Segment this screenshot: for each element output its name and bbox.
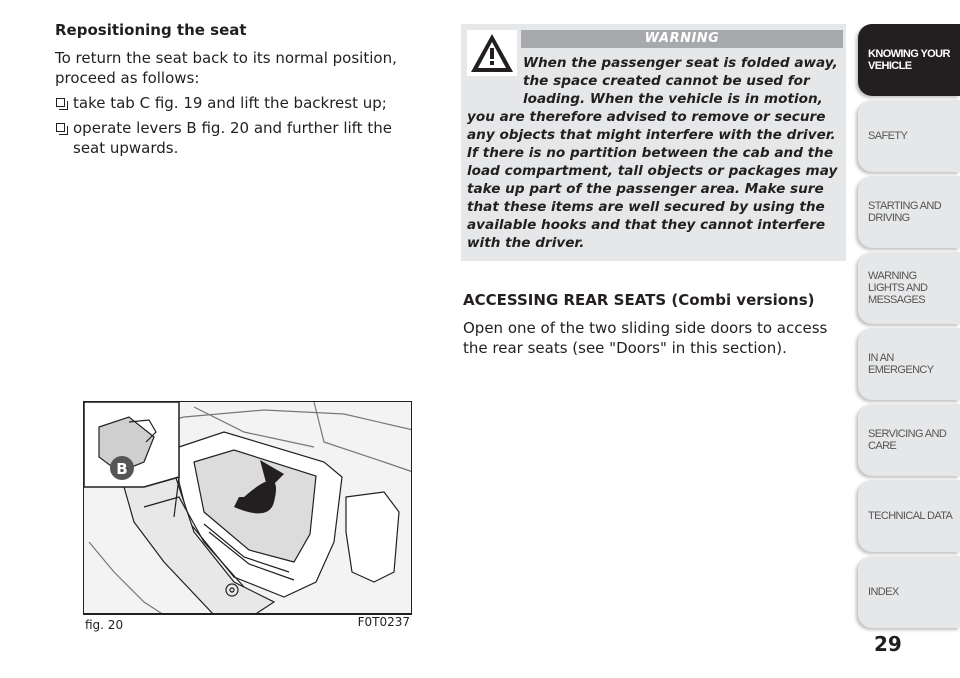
bullet-text: operate levers B fig. 20 and further lift the seat upwards. [73,119,392,157]
tab-in-an-emergency[interactable] [858,328,960,400]
figure-code: F0T0237 [357,615,410,629]
subsection-heading: Repositioning the seat [55,21,247,39]
warning-box [461,24,846,261]
tab-label: STARTING AND DRIVING [868,200,942,224]
tab-safety[interactable] [858,100,960,172]
section-heading: ACCESSING REAR SEATS (Combi versions) [463,291,815,309]
tab-label: SAFETY [868,130,908,142]
checkbox-bullet-icon [56,123,65,132]
page-number: 29 [874,632,902,656]
tab-label: WARNING LIGHTS AND MESSAGES [868,270,928,306]
warning-title: WARNING [521,30,843,48]
tab-label: KNOWING YOUR VEHICLE [868,48,950,72]
bullet-text: take tab C fig. 19 and lift the backrest up; [73,94,387,112]
figure-number: fig. 20 [85,618,124,632]
left-column [55,20,415,163]
warning-body [467,54,839,252]
seat-illustration [83,401,412,614]
section-paragraph: Open one of the two sliding side doors to access the rear seats (see "Doors" in this section). [463,319,828,357]
tab-label: INDEX [868,586,899,598]
tab-warning-lights[interactable] [858,252,960,324]
tab-servicing-and-care[interactable] [858,404,960,476]
tab-starting-and-driving[interactable] [858,176,960,248]
tab-label: IN AN EMERGENCY [868,352,934,376]
tab-technical-data[interactable] [858,480,960,552]
figure-caption [83,614,412,630]
bullet-item [55,93,415,113]
tab-index[interactable] [858,556,960,628]
intro-paragraph: To return the seat back to its normal position, proceed as follows: [55,49,397,87]
seat-drawing [84,402,412,614]
tab-label: SERVICING AND CARE [868,428,947,452]
bullet-item [55,118,415,158]
figure-label-b: B [116,460,128,478]
checkbox-bullet-icon [56,98,65,107]
warning-text: When the passenger seat is folded away, the space created cannot be used for loading. When the vehicle is in motion, you are therefore advised to remove or secure any objects that might interfere with the driver. If there is no partition between the cab and the load compartment, tall objects or packages may take up part of the passenger area. Make sure that these items are well secured by using the available hooks and that they cannot interfere with the driver. [467,55,838,251]
tab-label: TECHNICAL DATA [868,510,953,522]
tab-knowing-your-vehicle[interactable] [858,24,960,96]
